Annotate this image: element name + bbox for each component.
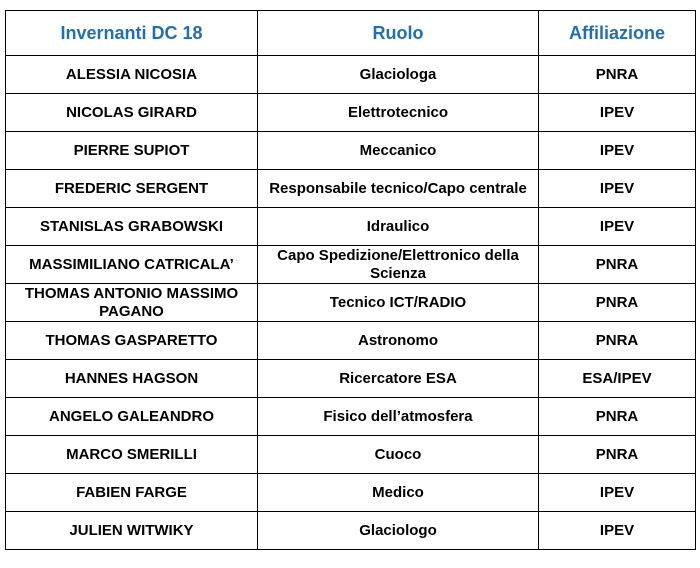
role-cell: Astronomo	[258, 322, 539, 360]
affiliation-cell: PNRA	[539, 398, 696, 436]
affiliation-cell: IPEV	[539, 474, 696, 512]
table-row	[6, 512, 696, 550]
table-row	[6, 56, 696, 94]
table-row	[6, 246, 696, 284]
name-cell: PIERRE SUPIOT	[6, 132, 258, 170]
name-cell: FREDERIC SERGENT	[6, 170, 258, 208]
role-cell: Meccanico	[258, 132, 539, 170]
role-cell: Responsabile tecnico/Capo centrale	[258, 170, 539, 208]
role-cell: Medico	[258, 474, 539, 512]
header-ruolo: Ruolo	[258, 11, 539, 56]
table-row	[6, 474, 696, 512]
table-row	[6, 360, 696, 398]
table-row	[6, 132, 696, 170]
affiliation-cell: IPEV	[539, 208, 696, 246]
role-cell: Idraulico	[258, 208, 539, 246]
affiliation-cell: IPEV	[539, 94, 696, 132]
affiliation-cell: PNRA	[539, 284, 696, 322]
affiliation-cell: PNRA	[539, 322, 696, 360]
table-row	[6, 208, 696, 246]
name-cell: HANNES HAGSON	[6, 360, 258, 398]
name-cell: THOMAS GASPARETTO	[6, 322, 258, 360]
name-cell: STANISLAS GRABOWSKI	[6, 208, 258, 246]
table-row	[6, 436, 696, 474]
name-cell: NICOLAS GIRARD	[6, 94, 258, 132]
role-cell: Ricercatore ESA	[258, 360, 539, 398]
name-cell: ANGELO GALEANDRO	[6, 398, 258, 436]
role-cell: Tecnico ICT/RADIO	[258, 284, 539, 322]
table-row	[6, 398, 696, 436]
header-invernanti: Invernanti DC 18	[6, 11, 258, 56]
name-cell: MASSIMILIANO CATRICALA’	[6, 246, 258, 284]
name-cell: FABIEN FARGE	[6, 474, 258, 512]
role-cell: Glaciologa	[258, 56, 539, 94]
role-cell: Glaciologo	[258, 512, 539, 550]
affiliation-cell: IPEV	[539, 170, 696, 208]
name-cell: THOMAS ANTONIO MASSIMO PAGANO	[6, 284, 258, 322]
role-cell: Capo Spedizione/Elettronico della Scienza	[258, 246, 539, 284]
name-cell: JULIEN WITWIKY	[6, 512, 258, 550]
header-row	[6, 11, 696, 56]
table-row	[6, 94, 696, 132]
affiliation-cell: IPEV	[539, 512, 696, 550]
affiliation-cell: PNRA	[539, 436, 696, 474]
header-affiliazione: Affiliazione	[539, 11, 696, 56]
table-row	[6, 284, 696, 322]
role-cell: Fisico dell’atmosfera	[258, 398, 539, 436]
affiliation-cell: IPEV	[539, 132, 696, 170]
table-header	[6, 11, 696, 56]
affiliation-cell: PNRA	[539, 56, 696, 94]
role-cell: Cuoco	[258, 436, 539, 474]
name-cell: ALESSIA NICOSIA	[6, 56, 258, 94]
table-row	[6, 322, 696, 360]
crew-table	[5, 10, 696, 550]
affiliation-cell: PNRA	[539, 246, 696, 284]
role-cell: Elettrotecnico	[258, 94, 539, 132]
table-body	[6, 56, 696, 550]
name-cell: MARCO SMERILLI	[6, 436, 258, 474]
affiliation-cell: ESA/IPEV	[539, 360, 696, 398]
table-row	[6, 170, 696, 208]
